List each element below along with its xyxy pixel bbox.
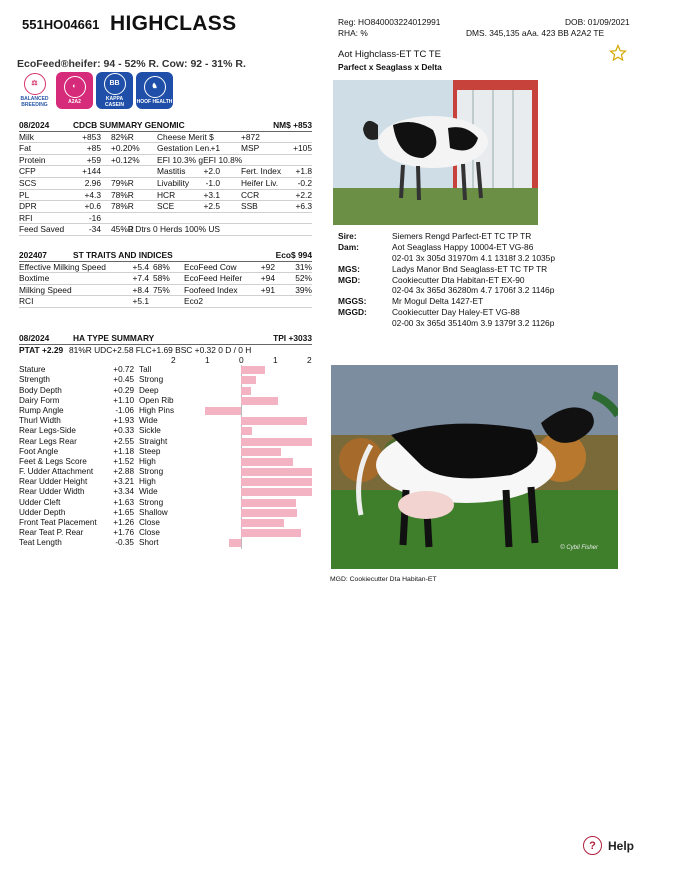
trait-value: -0.35 — [115, 538, 134, 548]
scale-tick: 1 — [205, 355, 210, 366]
trait-value: +2.55 — [113, 436, 134, 446]
trait-value: +3.34 — [113, 487, 134, 497]
trait-value: +1.18 — [113, 446, 134, 456]
trait-bar — [241, 529, 301, 537]
kappa-casein-icon: BB — [104, 73, 126, 95]
trait-descriptor: Close — [139, 528, 160, 538]
pedigree-value: Aot Seaglass Happy 10004-ET VG-86 — [392, 241, 534, 252]
trait-descriptor: Deep — [139, 385, 159, 395]
trait-bar — [241, 468, 312, 476]
trait-value: -1.06 — [115, 405, 134, 415]
trait-descriptor: High — [139, 456, 156, 466]
cdcb-row: SCS 2.96 79%R Livability -1.0 Heifer Liv. -0.2 — [19, 177, 312, 188]
hoof-health-icon: ♞ — [144, 76, 166, 98]
cdcb-row: RFI -16 — [19, 213, 312, 225]
trait-value: +0.72 — [113, 365, 134, 375]
trait-label: Feet & Legs Score — [19, 456, 87, 466]
trait-label: Thurl Width — [19, 416, 61, 426]
parents: Parfect x Seaglass x Delta — [338, 62, 442, 72]
badge-row — [16, 72, 173, 109]
dms-line: DMS. 345,135 aAa. 423 BB A2A2 TE — [466, 28, 605, 38]
pedigree-value: 02-01 3x 305d 31970m 4.1 1318f 3.2 1035p — [392, 252, 555, 263]
bull-code: 551HO04661 — [22, 17, 100, 32]
scale-tick: 1 — [273, 355, 278, 366]
trait-label: Dairy Form — [19, 395, 60, 405]
trait-row — [19, 477, 312, 487]
tpi-value: TPI +3033 — [273, 333, 312, 343]
trait-row — [19, 528, 312, 538]
trait-bar — [241, 488, 312, 496]
trait-value: +2.88 — [113, 467, 134, 477]
trait-descriptor: Strong — [139, 375, 164, 385]
trait-row — [19, 375, 312, 385]
cdcb-row: PL +4.3 78%R HCR +3.1 CCR +2.2 — [19, 189, 312, 200]
trait-value: +3.21 — [113, 477, 134, 487]
trait-value: +1.93 — [113, 416, 134, 426]
trait-bar — [241, 366, 265, 374]
trait-bar — [241, 499, 296, 507]
trait-row — [19, 416, 312, 426]
trait-bar — [241, 478, 312, 486]
trait-label: Udder Depth — [19, 507, 66, 517]
pedigree-label: MGGD: — [338, 307, 367, 318]
ptat-value: PTAT +2.29 — [19, 344, 64, 355]
trait-value: +1.10 — [113, 395, 134, 405]
ptat-detail: 81%R UDC+2.58 FLC+1.69 BSC +0.32 0 D / 0 H — [69, 344, 252, 355]
trait-value: +1.26 — [113, 518, 134, 527]
pedigree-value: Cookiecutter Day Haley-ET VG-88 — [392, 307, 520, 318]
ecofeed-summary: EcoFeed®heifer: 94 - 52% R. Cow: 92 - 31% R. — [17, 58, 246, 70]
a2a2-icon: ◐ — [64, 76, 86, 98]
trait-value: +0.45 — [113, 375, 134, 385]
trait-descriptor: Open Rib — [139, 395, 174, 405]
pedigree-label: MGD: — [338, 274, 361, 285]
scale-icon: ⚖ — [24, 73, 46, 95]
trait-bar — [241, 387, 251, 395]
trait-value: +1.76 — [113, 528, 134, 538]
trait-label: Rump Angle — [19, 405, 64, 415]
trait-row — [19, 508, 312, 518]
trait-descriptor: High — [139, 477, 156, 487]
cdcb-row: Milk +853 82%R Cheese Merit $ +872 — [19, 132, 312, 144]
photo-caption: MGD: Cookiecutter Dta Habitan-ET — [330, 576, 437, 583]
heifer-photo — [333, 80, 538, 225]
pedigree-value: Siemers Rengd Parfect-ET TC TP TR — [392, 231, 532, 241]
trait-bar — [241, 438, 312, 446]
cdcb-row: Fat +85 +0.20% Gestation Len. +1 MSP +105 — [19, 143, 312, 154]
trait-descriptor: Wide — [139, 416, 158, 426]
help-icon: ? — [583, 836, 602, 855]
scale-tick: 0 — [239, 355, 244, 366]
pedigree-value: Mr Mogul Delta 1427-ET — [392, 296, 484, 307]
trait-row — [19, 437, 312, 447]
trait-label: Stature — [19, 365, 46, 375]
trait-row — [19, 396, 312, 406]
trait-bar — [241, 397, 278, 405]
trait-value: +1.65 — [113, 507, 134, 517]
reg-number: Reg: HO840003224012991 — [338, 17, 441, 27]
st-row: RCI +5.1 Eco2 — [19, 296, 312, 308]
trait-value: +0.29 — [113, 385, 134, 395]
ha-section: 08/2024 HA TYPE SUMMARY TPI +3033 PTAT +2.29 81%R UDC+2.58 FLC+1.69 BSC +0.32 0 D / 0 H 2 1 0 1 2 Stature +0.72 Tall Strength +0.45 Strong Body Depth +0.29 Deep Dairy Form +1.10 Open Rib Rump Angle -1.06 High Pins Thurl Width +1.93 Wide Rear Legs-Side +0.33 Sickle Rear Legs Rear +2.55 Straight Foot Angle +1.18 Steep Feet & Legs Score +1.52 High F. Udder Attachment +2.88 Strong Rear Udder Height +3.21 High Rear Udder Width +3.34 Wide Udder Cleft +1.63 Strong Udder Depth +1.65 Shallow Front Teat Placement +1.26 Close Rear Teat P. Rear +1.76 Close Teat Length -0.35 Short — [19, 333, 312, 548]
cdcb-row: CFP +144 Mastitis +2.0 Fert. Index +1.8 — [19, 166, 312, 177]
trait-descriptor: Tall — [139, 365, 152, 375]
pedigree-label: MGGS: — [338, 296, 367, 307]
trait-bar — [241, 427, 252, 435]
trait-label: Rear Udder Height — [19, 477, 88, 487]
cdcb-row: Protein +59 +0.12% EFI 10.3% gEFI 10.8% — [19, 155, 312, 167]
trait-label: Rear Udder Width — [19, 487, 85, 497]
trait-descriptor: Steep — [139, 446, 161, 456]
trait-row — [19, 406, 312, 416]
hoof-health-badge: ♞ HOOF HEALTH — [136, 72, 173, 109]
pedigree-value: 02-00 3x 365d 35140m 3.9 1379f 3.2 1126p — [392, 318, 555, 329]
cdcb-section: 08/2024 CDCB SUMMARY GENOMIC NM$ +853 Milk +853 82%R Cheese Merit $ +872 Fat +85 +0.20% Gestation Len. +1 MSP +105 Protein +59 +0.12% EFI 10.3% gEFI 10.8% CFP +144 Mastitis +2.0 Fert. Index +1.8 SCS 2.96 79%R Livability -1.0 Heifer Liv. -0.2 PL +4.3 78%R HCR +3.1 CCR +2.2 DPR +0.6 78%R SCE +2.5 SSB +6.3 RFI -16 Feed Saved -34 45%R 0 Dtrs 0 Herds 100% US — [19, 120, 312, 235]
cdcb-row: Feed Saved -34 45%R 0 Dtrs 0 Herds 100% US — [19, 224, 312, 236]
trait-descriptor: Wide — [139, 487, 158, 497]
rha: RHA: % — [338, 28, 368, 38]
trait-descriptor: High Pins — [139, 405, 175, 415]
trait-value: +1.52 — [113, 456, 134, 466]
trait-bar — [241, 448, 281, 456]
trait-row — [19, 487, 312, 497]
trait-label: F. Udder Attachment — [19, 467, 94, 477]
balanced-breeding-badge: ⚖ BALANCED BREEDING — [16, 72, 53, 109]
bull-name: HIGHCLASS — [110, 12, 237, 35]
pedigree-value: Cookiecutter Dta Habitan-ET EX-90 — [392, 274, 525, 285]
trait-descriptor: Sickle — [139, 426, 161, 436]
trait-label: Rear Teat P. Rear — [19, 528, 84, 538]
trait-row — [19, 447, 312, 457]
trait-descriptor: Shallow — [139, 507, 168, 517]
trait-value: +1.63 — [113, 497, 134, 507]
cdcb-title: CDCB SUMMARY GENOMIC — [73, 120, 185, 130]
st-row: Effective Milking Speed +5.4 68% EcoFeed Cow +92 31% — [19, 261, 312, 272]
nm-value: NM$ +853 — [273, 120, 312, 130]
trait-bar — [241, 509, 297, 517]
trait-bar — [241, 376, 256, 384]
a2a2-badge: ◐ A2A2 — [56, 72, 93, 109]
mgd-photo — [331, 365, 618, 569]
trait-label: Rear Legs-Side — [19, 426, 76, 436]
trait-bar — [241, 417, 307, 425]
st-section: 202407 ST TRAITS AND INDICES Eco$ 994 Effective Milking Speed +5.4 68% EcoFeed Cow +92 31% Boxtime +7.4 58% EcoFeed Heifer +94 52% Milking Speed +8.4 75% Foofeed Index +91 39% RCI +5.1 Eco2 — [19, 250, 312, 307]
trait-label: Strength — [19, 375, 50, 385]
trait-bar — [229, 539, 241, 547]
trait-descriptor: Close — [139, 518, 160, 527]
dob: DOB: 01/09/2021 — [565, 17, 630, 27]
help-button[interactable]: ? Help — [583, 836, 634, 855]
trait-row — [19, 365, 312, 375]
pedigree-value: Ladys Manor Bnd Seaglass-ET TC TP TR — [392, 263, 548, 274]
st-row: Boxtime +7.4 58% EcoFeed Heifer +94 52% — [19, 273, 312, 284]
trait-descriptor: Strong — [139, 467, 164, 477]
scale-tick: 2 — [171, 355, 176, 366]
trait-label: Rear Legs Rear — [19, 436, 77, 446]
trait-row — [19, 457, 312, 467]
eco-value: Eco$ 994 — [275, 250, 312, 260]
st-title: ST TRAITS AND INDICES — [73, 250, 173, 260]
trait-label: Foot Angle — [19, 446, 59, 456]
trait-row — [19, 426, 312, 436]
full-name: Aot Highclass-ET TC TE — [338, 49, 441, 60]
pedigree-label: Sire: — [338, 231, 357, 241]
trait-row — [19, 467, 312, 477]
kappa-casein-badge: BB KAPPA CASEIN — [96, 72, 133, 109]
trait-row — [19, 518, 312, 528]
ha-title: HA TYPE SUMMARY — [73, 333, 155, 343]
star-icon[interactable] — [609, 44, 627, 62]
trait-label: Teat Length — [19, 538, 62, 548]
trait-label: Front Teat Placement — [19, 518, 97, 527]
trait-bar — [241, 519, 284, 527]
trait-descriptor: Straight — [139, 436, 168, 446]
trait-row — [19, 538, 312, 548]
trait-bar — [205, 407, 241, 415]
trait-row — [19, 386, 312, 396]
trait-value: +0.33 — [113, 426, 134, 436]
trait-descriptor: Strong — [139, 497, 164, 507]
pedigree-label: MGS: — [338, 263, 360, 274]
st-row: Milking Speed +8.4 75% Foofeed Index +91 39% — [19, 284, 312, 295]
trait-label: Body Depth — [19, 385, 62, 395]
trait-bar — [241, 458, 293, 466]
photo-signature: © Cybil Fisher — [560, 545, 598, 551]
pedigree-value: 02-04 3x 365d 36280m 4.7 1706f 3.2 1146p — [392, 285, 555, 296]
scale-tick: 2 — [307, 355, 312, 366]
trait-label: Udder Cleft — [19, 497, 61, 507]
cdcb-row: DPR +0.6 78%R SCE +2.5 SSB +6.3 — [19, 201, 312, 212]
trait-row — [19, 498, 312, 508]
pedigree-label: Dam: — [338, 241, 359, 252]
trait-descriptor: Short — [139, 538, 159, 548]
